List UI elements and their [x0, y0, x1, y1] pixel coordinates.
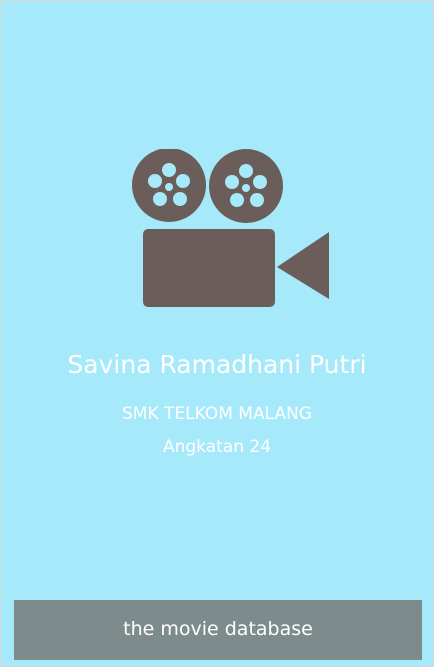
school-name: SMK TELKOM MALANG [122, 404, 312, 424]
batch-label: Angkatan 24 [162, 437, 272, 457]
student-name: Savina Ramadhani Putri [67, 350, 367, 379]
footer-label: the movie database [123, 617, 313, 640]
movie-camera-icon [131, 149, 332, 307]
movie-database-footer [14, 600, 422, 660]
